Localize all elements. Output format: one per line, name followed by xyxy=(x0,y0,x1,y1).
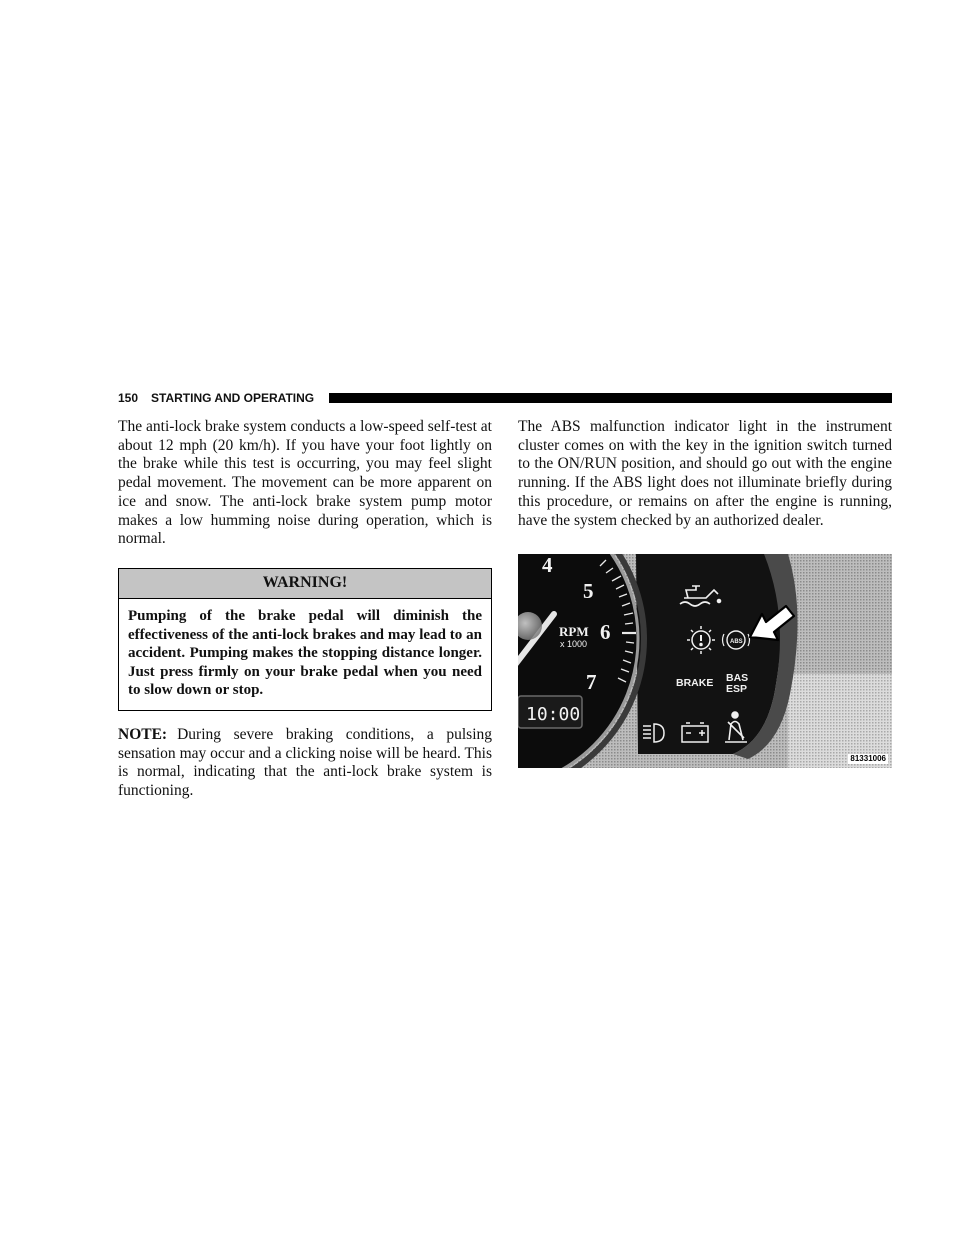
bas-label: BAS xyxy=(726,672,749,684)
warning-box xyxy=(118,568,492,711)
note-paragraph xyxy=(118,726,492,801)
gauge-number-7: 7 xyxy=(586,670,597,694)
self-test-paragraph: The anti-lock brake system conducts a low-speed self-test at about 12 mph (20 km/h). If you have your foot lightly on the brake while this test is occurring, you may feel slight pedal movement. The movement can be more apparent on ice and snow. The anti-lock brake system pump motor makes a low humming noise during operation, which is normal. xyxy=(118,418,492,548)
abs-label: ABS xyxy=(730,639,743,645)
brake-label: BRAKE xyxy=(676,677,714,689)
gauge-number-4: 4 xyxy=(542,554,553,577)
warning-body: Pumping of the brake pedal will diminish the effectiveness of the anti-lock brakes and may lead to an accident. Pumping makes the stopping distance longer. Just press firmly on your brake pedal when you need to slow down or stop. xyxy=(128,608,482,699)
rpm-multiplier: x 1000 xyxy=(560,639,588,649)
clock-display: 10:00 xyxy=(526,704,581,725)
esp-label: ESP xyxy=(726,683,748,695)
page-header xyxy=(118,390,892,406)
note-label: NOTE: xyxy=(118,726,168,743)
right-column xyxy=(518,418,892,530)
header-rule xyxy=(329,393,892,403)
instrument-cluster-figure xyxy=(518,554,892,768)
page-number: 150 xyxy=(118,391,139,405)
gauge-number-5: 5 xyxy=(583,579,594,603)
rpm-label: RPM xyxy=(559,624,589,639)
abs-indicator-paragraph: The ABS malfunction indicator light in the instrument cluster comes on with the key in the ignition switch turned to the ON/RUN position, and should go out with the engine running. If the ABS light does not illuminate briefly during this procedure, or remains on after the engine is running, have the system checked by an authorized dealer. xyxy=(518,418,892,529)
warning-title: WARNING! xyxy=(119,569,491,599)
gauge-number-6: 6 xyxy=(600,620,611,644)
section-title: STARTING AND OPERATING xyxy=(151,391,315,405)
note-text: During severe braking conditions, a pulsing sensation may occur and a clicking noise will be heard. This is normal, indicating that the anti-lock brake system is functioning. xyxy=(118,726,492,800)
instrument-cluster-illustration xyxy=(518,554,892,768)
figure-id: 81331006 xyxy=(850,754,886,763)
left-column xyxy=(118,418,492,549)
